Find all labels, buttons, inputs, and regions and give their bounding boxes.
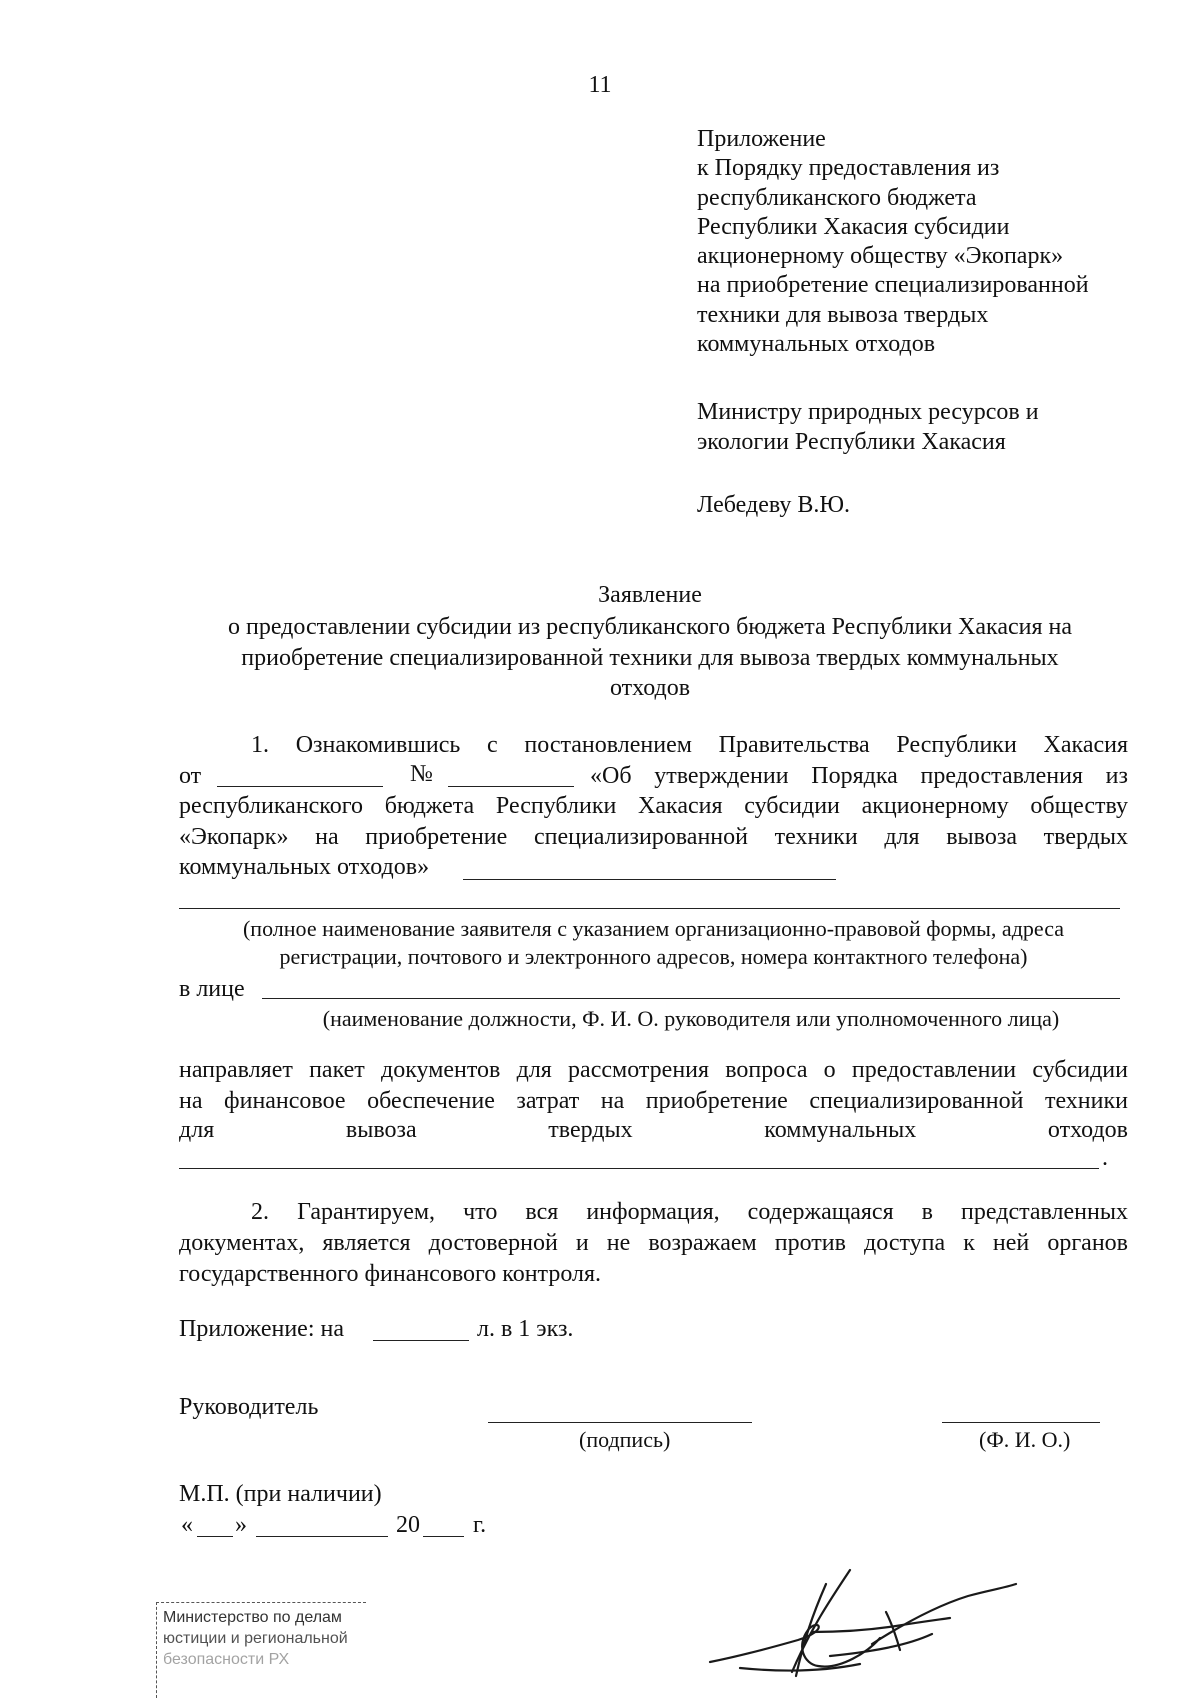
year-prefix: 20	[396, 1512, 420, 1538]
stamp-line: безопасности РХ	[163, 1651, 290, 1668]
signer-role: Руководитель	[179, 1394, 319, 1420]
word: коммунальных	[764, 1117, 917, 1143]
para1-line1: 1. Ознакомившись с постановлением Правительства Республики Хакасия	[251, 732, 1128, 758]
appendix-line: акционерному обществу «Экопарк»	[697, 243, 1064, 270]
number-field-line[interactable]	[448, 786, 574, 787]
applicant-field-line-2[interactable]	[179, 908, 1120, 909]
month-field-line[interactable]	[256, 1536, 388, 1537]
name-field-line[interactable]	[942, 1422, 1100, 1423]
number-label: №	[410, 761, 433, 787]
word: отходов	[1047, 1117, 1128, 1143]
person-hint: (наименование должности, Ф. И. О. руководителя или уполномоченного лица)	[322, 1006, 1060, 1031]
applicant-hint-line1: (полное наименование заявителя с указанием организационно-правовой формы, адреса	[242, 916, 1064, 941]
year-field-line[interactable]	[423, 1536, 464, 1537]
attachment-pages-field[interactable]	[373, 1340, 469, 1341]
handwritten-signature	[700, 1560, 1040, 1690]
attachment-suffix: л. в 1 экз.	[477, 1316, 574, 1342]
day-field-line[interactable]	[197, 1536, 233, 1537]
para2-line2: документах, является достоверной и не возражаем против доступа к ней органов	[179, 1230, 1128, 1256]
document-subtitle-line: о предоставлении субсидии из республиканского бюджета Республики Хакасия на	[227, 614, 1073, 640]
appendix-block	[697, 125, 1089, 359]
signature-field-line[interactable]	[488, 1422, 752, 1423]
para1-line6: направляет пакет документов для рассмотрения вопроса о предоставлении субсидии	[179, 1057, 1128, 1083]
signature-hint: (подпись)	[579, 1427, 671, 1452]
para2-line3: государственного финансового контроля.	[179, 1261, 602, 1287]
appendix-line: Приложение	[697, 126, 826, 152]
stamp-line: юстиции и региональной	[163, 1630, 348, 1647]
person-field-line[interactable]	[262, 998, 1120, 999]
addressee-line: Министру природных ресурсов и	[697, 399, 1039, 425]
para1-line3: республиканского бюджета Республики Хакасия субсидии акционерному обществу	[179, 793, 1128, 819]
date-field-line[interactable]	[217, 786, 383, 787]
appendix-line: республиканского бюджета	[697, 184, 977, 211]
para1-line8	[179, 1115, 1128, 1145]
para1-line4: «Экопарк» на приобретение специализированной техники для вывоза твердых	[179, 824, 1128, 850]
addressee-line: экологии Республики Хакасия	[697, 429, 1006, 455]
word: твердых	[548, 1117, 633, 1143]
in-person-label: в лице	[179, 976, 245, 1002]
appendix-line: Республики Хакасия субсидии	[697, 213, 1010, 240]
document-subtitle-line: приобретение специализированной техники для вывоза твердых коммунальных	[241, 645, 1059, 671]
quote-open: «	[181, 1512, 193, 1538]
applicant-field-line-1[interactable]	[463, 879, 836, 880]
end-dot: .	[1102, 1145, 1108, 1171]
seal-label: М.П. (при наличии)	[179, 1481, 382, 1507]
quote-close: »	[235, 1512, 247, 1538]
para1-line7: на финансовое обеспечение затрат на приобретение специализированной техники	[179, 1088, 1128, 1114]
document-heading: Заявление	[598, 582, 702, 608]
appendix-line: техники для вывоза твердых	[697, 301, 989, 328]
appendix-line: к Порядку предоставления из	[697, 155, 1000, 182]
para2-line1: 2. Гарантируем, что вся информация, содержащаяся в представленных	[251, 1199, 1128, 1225]
document-subtitle-line: отходов	[609, 675, 691, 701]
purpose-field-line[interactable]	[179, 1168, 1099, 1169]
registration-stamp	[156, 1602, 366, 1698]
stamp-line: Министерство по делам	[163, 1609, 342, 1626]
addressee-name: Лебедеву В.Ю.	[697, 492, 851, 518]
appendix-line: коммунальных отходов	[697, 331, 936, 358]
addressee-block	[697, 397, 1039, 457]
date-from-label: от	[179, 763, 202, 789]
para1-line2-rest: «Об утверждении Порядка предоставления из	[590, 763, 1128, 789]
word: вывоза	[345, 1117, 417, 1143]
name-hint: (Ф. И. О.)	[979, 1427, 1071, 1452]
applicant-hint-line2: регистрации, почтового и электронного адресов, номера контактного телефона)	[279, 944, 1028, 969]
para1-line5: коммунальных отходов»	[179, 854, 430, 880]
page-number: 11	[588, 72, 612, 98]
appendix-line: на приобретение специализированной	[697, 272, 1089, 299]
word: для	[179, 1117, 215, 1143]
attachment-prefix: Приложение: на	[179, 1316, 344, 1342]
year-suffix: г.	[473, 1512, 487, 1538]
